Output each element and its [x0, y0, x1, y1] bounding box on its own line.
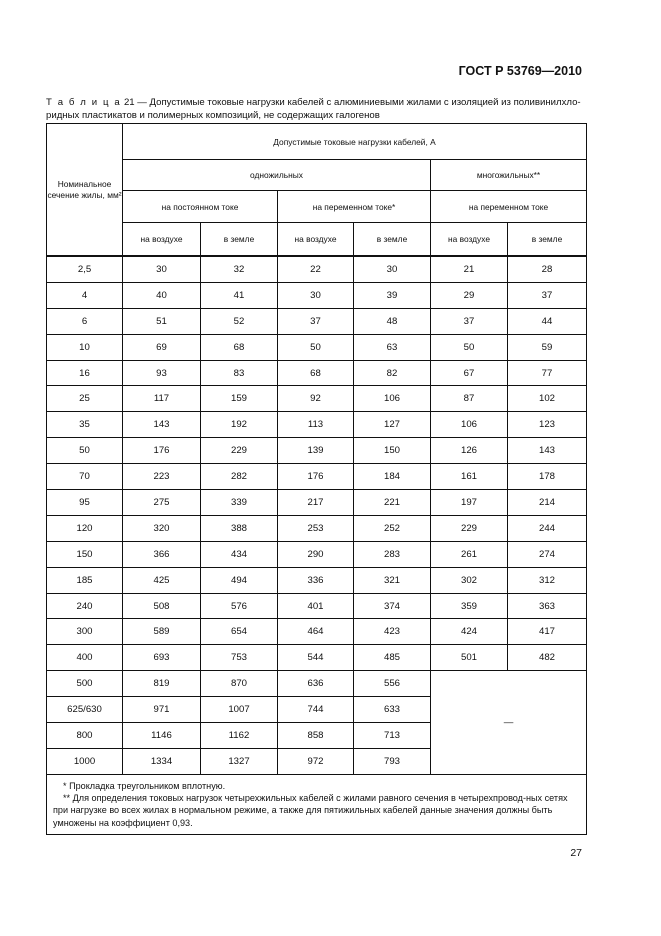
value-cell: 159: [201, 386, 278, 412]
value-cell: 274: [508, 541, 587, 567]
table-row: [47, 334, 587, 360]
section-cell: 10: [47, 334, 123, 360]
value-cell: 972: [278, 748, 354, 774]
value-cell: 253: [278, 515, 354, 541]
value-cell: 244: [508, 515, 587, 541]
value-cell: 485: [354, 645, 431, 671]
value-cell: 87: [431, 386, 508, 412]
value-cell: 312: [508, 567, 587, 593]
value-cell: 223: [123, 464, 201, 490]
value-cell: 508: [123, 593, 201, 619]
section-cell: 4: [47, 282, 123, 308]
value-cell: 67: [431, 360, 508, 386]
value-cell: 858: [278, 723, 354, 749]
value-cell: 744: [278, 697, 354, 723]
table-caption-prefix: Т а б л и ц а: [46, 97, 122, 108]
ground-header: в земле: [354, 223, 431, 257]
value-cell: 261: [431, 541, 508, 567]
value-cell: 51: [123, 308, 201, 334]
value-cell: 320: [123, 515, 201, 541]
section-cell: 120: [47, 515, 123, 541]
table-row: [47, 645, 587, 671]
section-cell: 16: [47, 360, 123, 386]
value-cell: 870: [201, 671, 278, 697]
value-cell: 633: [354, 697, 431, 723]
value-cell: 29: [431, 282, 508, 308]
value-cell: 50: [431, 334, 508, 360]
table-row: [47, 438, 587, 464]
value-cell: 494: [201, 567, 278, 593]
table-row: [47, 386, 587, 412]
value-cell: 283: [354, 541, 431, 567]
dc-header: на постоянном токе: [123, 191, 278, 223]
value-cell: 106: [354, 386, 431, 412]
note-1: * Прокладка треугольником вплотную.: [63, 780, 226, 791]
value-cell: 971: [123, 697, 201, 723]
value-cell: 192: [201, 412, 278, 438]
value-cell: 176: [278, 464, 354, 490]
value-cell: 1327: [201, 748, 278, 774]
value-cell: 229: [431, 515, 508, 541]
value-cell: 217: [278, 490, 354, 516]
value-cell: 589: [123, 619, 201, 645]
value-cell: 359: [431, 593, 508, 619]
value-cell: 117: [123, 386, 201, 412]
value-cell: 252: [354, 515, 431, 541]
value-cell: 1334: [123, 748, 201, 774]
value-cell: 40: [123, 282, 201, 308]
air-header: на воздухе: [278, 223, 354, 257]
air-header: на воздухе: [431, 223, 508, 257]
value-cell: 544: [278, 645, 354, 671]
value-cell: 161: [431, 464, 508, 490]
ground-header: в земле: [508, 223, 587, 257]
value-cell: 59: [508, 334, 587, 360]
value-cell: 106: [431, 412, 508, 438]
value-cell: 32: [201, 256, 278, 282]
multi-core-header: многожильных**: [431, 160, 587, 191]
value-cell: 52: [201, 308, 278, 334]
section-cell: 300: [47, 619, 123, 645]
section-cell: 800: [47, 723, 123, 749]
value-cell: 576: [201, 593, 278, 619]
value-cell: 693: [123, 645, 201, 671]
loads-header: Допустимые токовые нагрузки кабелей, А: [123, 124, 587, 160]
ac-multi-header: на переменном токе: [431, 191, 587, 223]
value-cell: 336: [278, 567, 354, 593]
value-cell: 425: [123, 567, 201, 593]
value-cell: 39: [354, 282, 431, 308]
ground-header: в земле: [201, 223, 278, 257]
section-cell: 185: [47, 567, 123, 593]
value-cell: 363: [508, 593, 587, 619]
table-body: [47, 256, 587, 774]
value-cell: 184: [354, 464, 431, 490]
value-cell: 229: [201, 438, 278, 464]
value-cell: 434: [201, 541, 278, 567]
value-cell: 176: [123, 438, 201, 464]
current-load-table: [46, 123, 587, 835]
section-cell: 95: [47, 490, 123, 516]
value-cell: 501: [431, 645, 508, 671]
value-cell: 388: [201, 515, 278, 541]
value-cell: 22: [278, 256, 354, 282]
value-cell: 77: [508, 360, 587, 386]
value-cell: 37: [508, 282, 587, 308]
value-cell: 48: [354, 308, 431, 334]
value-cell: 214: [508, 490, 587, 516]
value-cell: 282: [201, 464, 278, 490]
page-number: 27: [570, 847, 582, 859]
value-cell: 28: [508, 256, 587, 282]
table-row: [47, 490, 587, 516]
value-cell: 126: [431, 438, 508, 464]
value-cell: 636: [278, 671, 354, 697]
table-row: [47, 412, 587, 438]
value-cell: 113: [278, 412, 354, 438]
table-row: [47, 541, 587, 567]
value-cell: 93: [123, 360, 201, 386]
value-cell: 423: [354, 619, 431, 645]
section-cell: 240: [47, 593, 123, 619]
value-cell: 83: [201, 360, 278, 386]
value-cell: 793: [354, 748, 431, 774]
value-cell: 556: [354, 671, 431, 697]
value-cell: 68: [278, 360, 354, 386]
table-row: [47, 619, 587, 645]
value-cell: 302: [431, 567, 508, 593]
value-cell: 290: [278, 541, 354, 567]
value-cell: 464: [278, 619, 354, 645]
note-2: ** Для определения токовых нагрузок четырехжильных кабелей с жилами равного сечения в четырехпровод-ных сетях при нагрузке во всех жилах в нормальном режиме, а также для пятижильных кабелей данные значения должны быть умножены на коэффициент 0,93.: [53, 793, 568, 828]
value-cell: 37: [278, 308, 354, 334]
section-cell: 70: [47, 464, 123, 490]
value-cell: 30: [123, 256, 201, 282]
value-cell: 1007: [201, 697, 278, 723]
section-cell: 35: [47, 412, 123, 438]
table-caption-text: 21 — Допустимые токовые нагрузки кабелей с алюминиевыми жилами с изоляцией из поливинилхло-ридных пластикатов и полимерных композиций, не содержащих галогенов: [46, 97, 581, 121]
value-cell: 713: [354, 723, 431, 749]
value-cell: 68: [201, 334, 278, 360]
table-row: [47, 593, 587, 619]
single-core-header: одножильных: [123, 160, 431, 191]
document-number: ГОСТ Р 53769—2010: [458, 64, 582, 78]
value-cell: 275: [123, 490, 201, 516]
table-row: [47, 464, 587, 490]
section-cell: 6: [47, 308, 123, 334]
value-cell: 424: [431, 619, 508, 645]
section-cell: 50: [47, 438, 123, 464]
value-cell: 366: [123, 541, 201, 567]
section-cell: 2,5: [47, 256, 123, 282]
value-cell: 37: [431, 308, 508, 334]
section-cell: 400: [47, 645, 123, 671]
value-cell: 197: [431, 490, 508, 516]
table-row: [47, 256, 587, 282]
value-cell: 401: [278, 593, 354, 619]
value-cell: 150: [354, 438, 431, 464]
value-cell: 654: [201, 619, 278, 645]
value-cell: 143: [508, 438, 587, 464]
value-cell: 21: [431, 256, 508, 282]
section-cell: 500: [47, 671, 123, 697]
value-cell: 102: [508, 386, 587, 412]
table-caption: [46, 96, 586, 122]
value-cell: 41: [201, 282, 278, 308]
section-cell: 1000: [47, 748, 123, 774]
value-cell: 127: [354, 412, 431, 438]
value-cell: 1162: [201, 723, 278, 749]
section-cell: 625/630: [47, 697, 123, 723]
value-cell: 123: [508, 412, 587, 438]
value-cell: 44: [508, 308, 587, 334]
value-cell: 63: [354, 334, 431, 360]
table-row: [47, 515, 587, 541]
value-cell: 321: [354, 567, 431, 593]
table-row: [47, 671, 587, 697]
value-cell: 30: [278, 282, 354, 308]
value-cell: 69: [123, 334, 201, 360]
value-cell: 1146: [123, 723, 201, 749]
table-row: [47, 360, 587, 386]
value-cell: 50: [278, 334, 354, 360]
value-cell: 339: [201, 490, 278, 516]
value-cell: 82: [354, 360, 431, 386]
value-cell: 139: [278, 438, 354, 464]
value-cell: 92: [278, 386, 354, 412]
section-cell: 150: [47, 541, 123, 567]
table-row: [47, 567, 587, 593]
value-cell: 819: [123, 671, 201, 697]
section-column-header: Номинальное сечение жилы, мм²: [47, 124, 123, 257]
value-cell: 178: [508, 464, 587, 490]
value-cell: 221: [354, 490, 431, 516]
value-cell: 417: [508, 619, 587, 645]
ac-single-header: на переменном токе*: [278, 191, 431, 223]
multi-core-not-applicable: —: [431, 671, 587, 775]
table-notes: [47, 774, 587, 834]
value-cell: 30: [354, 256, 431, 282]
value-cell: 482: [508, 645, 587, 671]
value-cell: 143: [123, 412, 201, 438]
value-cell: 374: [354, 593, 431, 619]
table-row: [47, 282, 587, 308]
value-cell: 753: [201, 645, 278, 671]
air-header: на воздухе: [123, 223, 201, 257]
table-row: [47, 308, 587, 334]
section-cell: 25: [47, 386, 123, 412]
